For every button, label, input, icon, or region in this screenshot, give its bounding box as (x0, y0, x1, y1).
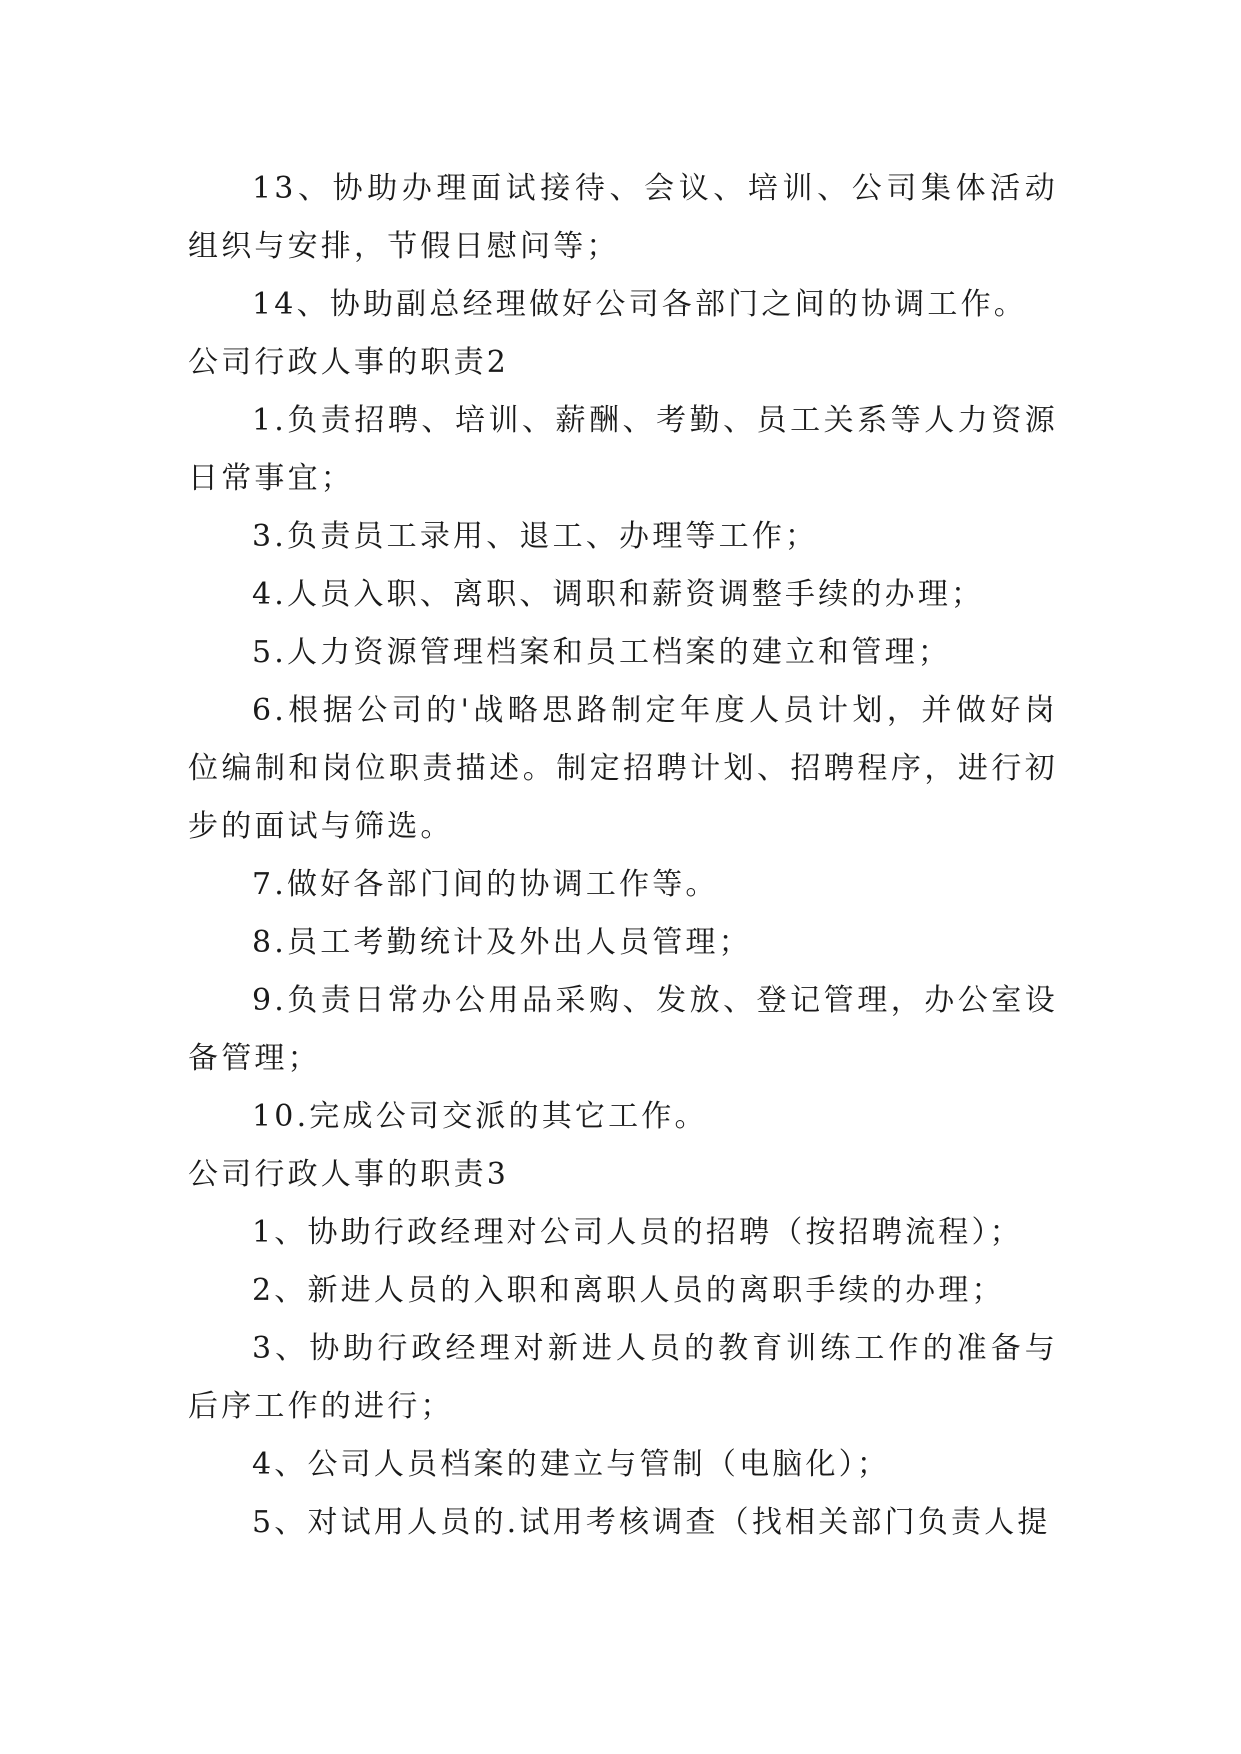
paragraph-item-7: 7.做好各部门间的协调工作等。 (252, 867, 719, 902)
section-heading-3: 公司行政人事的职责3 (188, 1157, 510, 1192)
document-body (188, 160, 1058, 1552)
paragraph-item-4-section3: 4、公司人员档案的建立与管制（电脑化）； (252, 1447, 891, 1482)
paragraph-item-9: 9.负责日常办公用品采购、发放、登记管理，办公室设备管理； (188, 983, 1058, 1076)
paragraph-item-5-section3: 5、对试用人员的.试用考核调查（找相关部门负责人提 (252, 1505, 1051, 1540)
paragraph-item-10: 10.完成公司交派的其它工作。 (252, 1099, 708, 1134)
paragraph-item-3-section3: 3、协助行政经理对新进人员的教育训练工作的准备与后序工作的进行； (188, 1331, 1058, 1424)
paragraph-item-3: 3.负责员工录用、退工、办理等工作； (252, 519, 819, 554)
section-heading-2: 公司行政人事的职责2 (188, 345, 510, 380)
paragraph-item-1-section3: 1、协助行政经理对公司人员的招聘（按招聘流程）； (252, 1215, 1023, 1250)
paragraph-item-4: 4.人员入职、离职、调职和薪资调整手续的办理； (252, 577, 985, 612)
paragraph-item-14: 14、协助副总经理做好公司各部门之间的协调工作。 (252, 287, 1027, 322)
paragraph-item-2-section3: 2、新进人员的入职和离职人员的离职手续的办理； (252, 1273, 1005, 1308)
paragraph-item-13: 13、协助办理面试接待、会议、培训、公司集体活动组织与安排，节假日慰问等； (188, 171, 1058, 264)
paragraph-item-8: 8.员工考勤统计及外出人员管理； (252, 925, 752, 960)
paragraph-item-1: 1.负责招聘、培训、薪酬、考勤、员工关系等人力资源日常事宜； (188, 403, 1058, 496)
paragraph-item-6: 6.根据公司的'战略思路制定年度人员计划，并做好岗位编制和岗位职责描述。制定招聘计划、招聘程序，进行初步的面试与筛选。 (188, 693, 1058, 844)
paragraph-item-5: 5.人力资源管理档案和员工档案的建立和管理； (252, 635, 952, 670)
